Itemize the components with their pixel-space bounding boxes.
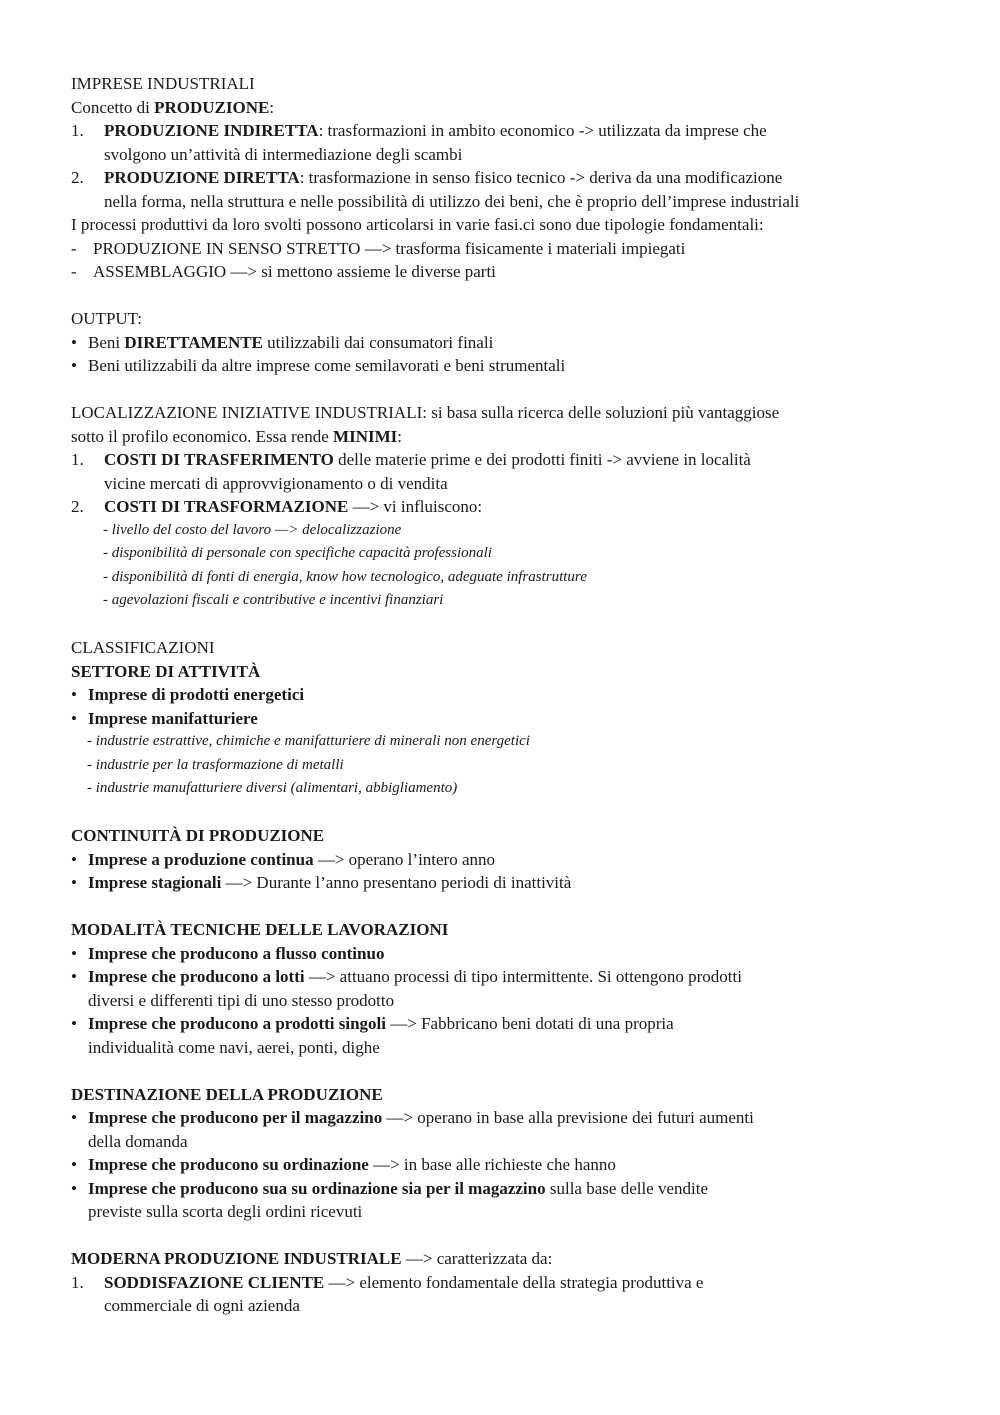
- localization-text-continued: [71, 425, 931, 449]
- localization-colon: :: [397, 426, 402, 446]
- list-number: 2.: [71, 168, 84, 187]
- bullet-bold: Imprese che producono a prodotti singoli: [88, 1014, 387, 1033]
- bullet-item: [71, 848, 931, 872]
- bullet-item: [71, 354, 931, 378]
- sub-item: - agevolazioni fiscali e contributive e incentivi finanziari: [103, 592, 444, 608]
- bullet-item: [71, 942, 931, 966]
- bullet-mark: •: [71, 685, 77, 704]
- bullet-mark: •: [71, 849, 77, 869]
- section-title-bold: MODERNA PRODUZIONE INDUSTRIALE: [71, 1249, 402, 1268]
- bullet-item: [71, 683, 931, 707]
- dash-item: [71, 260, 931, 284]
- bullet-bold: Imprese che producono a flusso continuo: [88, 943, 385, 963]
- bullet-item: [71, 965, 931, 1012]
- bullet-mark: •: [71, 1178, 77, 1198]
- list-item: [71, 166, 931, 213]
- term-bold: COSTI DI TRASFORMAZIONE: [104, 497, 349, 516]
- list-item: [71, 448, 931, 495]
- list-item: [71, 119, 931, 166]
- bullet-text: utilizzabili dai consumatori finali: [262, 332, 494, 352]
- bullet-text-continued: previste sulla scorta degli ordini ricevuti: [88, 1202, 363, 1221]
- bullet-mark: •: [71, 943, 77, 963]
- bullet-text: —> operano in base alla previsione dei futuri aumenti: [382, 1108, 754, 1127]
- list-text: : trasformazione in senso fisico tecnico -> deriva da una modificazione: [299, 168, 783, 187]
- concept-text: Concetto di: [71, 97, 155, 117]
- section-title-destinazione: DESTINAZIONE DELLA PRODUZIONE: [71, 1084, 383, 1104]
- bullet-text-continued: della domanda: [88, 1131, 188, 1151]
- bullet-item: [71, 871, 931, 895]
- list-number: 2.: [71, 497, 84, 516]
- localization-bold: MINIMI: [333, 426, 398, 446]
- list-text: delle materie prime e dei prodotti finiti -> avviene in località: [333, 450, 751, 469]
- bullet-text: —> Fabbricano beni dotati di una propria: [386, 1014, 674, 1033]
- list-text-continued: commerciale di ogni azienda: [104, 1296, 300, 1315]
- list-text: —> vi influiscono:: [348, 497, 483, 516]
- concept-colon: :: [269, 97, 275, 117]
- bullet-text: Beni utilizzabili da altre imprese come semilavorati e beni strumentali: [88, 356, 566, 375]
- bullet-mark: •: [71, 1108, 77, 1127]
- section-title-moderna: [71, 1247, 931, 1271]
- section-title-text: —> caratterizzata da:: [401, 1249, 553, 1268]
- bullet-text-continued: diversi e differenti tipi di uno stesso prodotto: [88, 990, 395, 1010]
- bullet-bold: Imprese che producono a lotti: [88, 967, 305, 986]
- section-title-continuita: CONTINUITÀ DI PRODUZIONE: [71, 826, 325, 845]
- concept-line: [71, 96, 931, 120]
- list-text: —> elemento fondamentale della strategia produttiva e: [324, 1272, 704, 1292]
- bullet-mark: •: [71, 1155, 77, 1174]
- list-text-continued: svolgono un’attività di intermediazione degli scambi: [104, 144, 463, 164]
- bullet-bold: Imprese che producono sua su ordinazione sia per il magazzino: [88, 1178, 546, 1198]
- sub-item: - livello del costo del lavoro —> delocalizzazione: [103, 521, 402, 538]
- bullet-mark: •: [71, 356, 77, 375]
- dash-mark: -: [71, 238, 77, 258]
- bullet-mark: •: [71, 873, 77, 892]
- bullet-bold: Imprese di prodotti energetici: [88, 685, 305, 704]
- bullet-mark: •: [71, 708, 77, 728]
- list-item: [71, 495, 931, 519]
- term-bold: SODDISFAZIONE CLIENTE: [104, 1272, 325, 1292]
- document-page: [71, 72, 931, 1318]
- sub-item: - industrie estrattive, chimiche e manifatturiere di minerali non energetici: [87, 733, 530, 749]
- bullet-text: sulla base delle vendite: [545, 1178, 709, 1198]
- bullet-bold: Imprese manifatturiere: [88, 708, 258, 728]
- bullet-item: [71, 1012, 931, 1059]
- bullet-bold: DIRETTAMENTE: [124, 332, 263, 352]
- bullet-mark: •: [71, 1014, 77, 1033]
- list-item: [71, 1271, 931, 1318]
- bullet-text-continued: individualità come navi, aerei, ponti, dighe: [88, 1037, 380, 1057]
- bullet-bold: Imprese che producono su ordinazione: [88, 1155, 369, 1174]
- bullet-item: [71, 1153, 931, 1177]
- concept-bold: PRODUZIONE: [154, 97, 270, 117]
- list-text: : trasformazioni in ambito economico -> utilizzata da imprese che: [318, 121, 767, 140]
- localization-text: sotto il profilo economico. Essa rende: [71, 426, 334, 446]
- list-number: 1.: [71, 1272, 84, 1292]
- subsection-title-settore: SETTORE DI ATTIVITÀ: [71, 661, 261, 681]
- term-bold: COSTI DI TRASFERIMENTO: [104, 450, 334, 469]
- bullet-text: —> in base alle richieste che hanno: [368, 1155, 616, 1174]
- section-title-output: OUTPUT:: [71, 309, 142, 328]
- term-bold: PRODUZIONE INDIRETTA: [104, 121, 319, 140]
- term-bold: PRODUZIONE DIRETTA: [104, 168, 300, 187]
- bullet-item: [71, 707, 931, 731]
- bullet-text: —> Durante l’anno presentano periodi di inattività: [221, 873, 572, 892]
- section-title-classificazioni: CLASSIFICAZIONI: [71, 638, 215, 657]
- list-number: 1.: [71, 450, 84, 469]
- bullet-bold: Imprese stagionali: [88, 873, 222, 892]
- dash-mark: -: [71, 262, 77, 281]
- localization-text: LOCALIZZAZIONE INIZIATIVE INDUSTRIALI: si basa sulla ricerca delle soluzioni più vantaggiose: [71, 403, 780, 422]
- list-number: 1.: [71, 121, 84, 140]
- dash-text: PRODUZIONE IN SENSO STRETTO —> trasforma fisicamente i materiali impiegati: [93, 238, 686, 258]
- sub-item: - industrie per la trasformazione di metalli: [87, 756, 344, 773]
- sub-item: - industrie manufatturiere diversi (alimentari, abbigliamento): [87, 780, 458, 796]
- bullet-item: [71, 1106, 931, 1153]
- bullet-item: [71, 1177, 931, 1224]
- bullet-text: —> attuano processi di tipo intermittente. Si ottengono prodotti: [304, 967, 742, 986]
- bullet-item: [71, 331, 931, 355]
- bullet-text: Beni: [88, 332, 125, 352]
- list-text-continued: vicine mercati di approvvigionamento o di vendita: [104, 473, 448, 493]
- dash-text: ASSEMBLAGGIO —> si mettono assieme le diverse parti: [93, 262, 496, 281]
- list-text-continued: nella forma, nella struttura e nelle possibilità di utilizzo dei beni, che è proprio dell’imprese industriali: [104, 191, 800, 211]
- section-title-modalita: MODALITÀ TECNICHE DELLE LAVORAZIONI: [71, 920, 449, 939]
- bullet-mark: •: [71, 332, 77, 352]
- bullet-bold: Imprese che producono per il magazzino: [88, 1108, 383, 1127]
- bullet-mark: •: [71, 967, 77, 986]
- sub-item: - disponibilità di fonti di energia, know how tecnologico, adeguate infrastrutture: [103, 568, 587, 585]
- bullet-text: —> operano l’intero anno: [313, 849, 496, 869]
- sub-item: - disponibilità di personale con specifiche capacità professionali: [103, 545, 492, 561]
- bullet-bold: Imprese a produzione continua: [88, 849, 314, 869]
- process-text: I processi produttivi da loro svolti possono articolarsi in varie fasi.ci sono due tipologie fondamentali:: [71, 215, 764, 234]
- dash-item: [71, 237, 931, 261]
- section-title-imprese-industriali: IMPRESE INDUSTRIALI: [71, 74, 255, 93]
